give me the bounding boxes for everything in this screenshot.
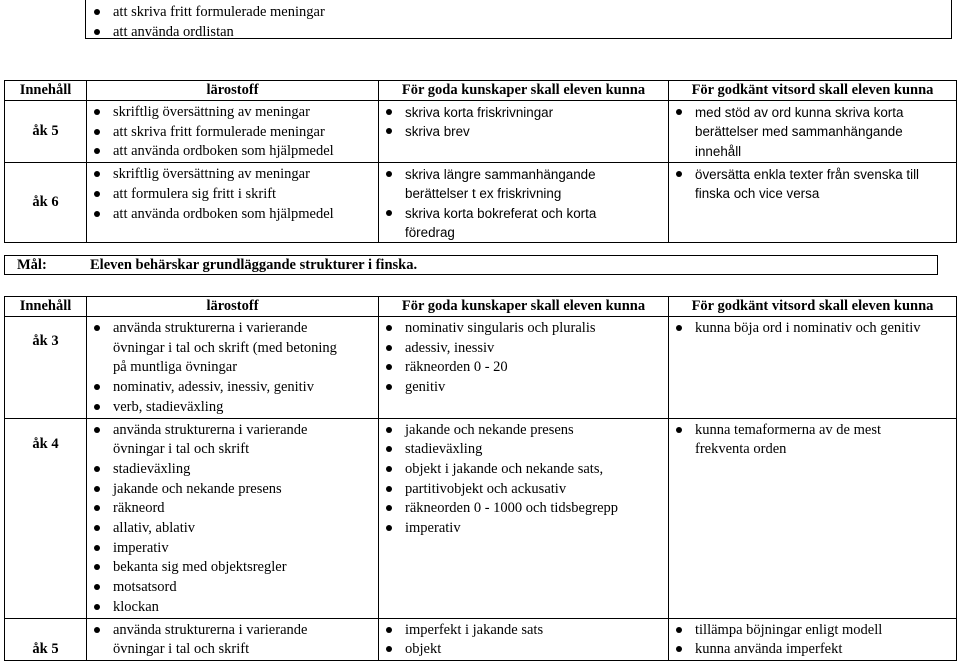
header-goda-kunskaper: För goda kunskaper skall eleven kunna [379,297,669,317]
table-header-row [5,297,957,317]
previous-table-fragment [85,0,952,39]
list-item: skriftlig översättning av meningar [87,103,378,123]
goda-cell [379,618,669,660]
grade-label: åk 4 [5,418,87,618]
list-item: räkneorden 0 - 1000 och tidsbegrepp [379,499,668,519]
goda-cell [379,101,669,163]
godkant-cell [669,618,957,660]
list-item: bekanta sig med objektsregler [87,558,342,578]
header-larostoff: lärostoff [87,81,379,101]
list-item: skriva brev [379,122,668,141]
list-item: imperativ [87,539,342,559]
list-item: nominativ, adessiv, inessiv, genitiv [87,378,342,398]
curriculum-table-structures [4,296,957,661]
list-item: kunna böja ord i nominativ och genitiv [669,319,956,339]
list-item: genitiv [379,378,668,398]
header-goda-kunskaper: För goda kunskaper skall eleven kunna [379,81,669,101]
list-item: kunna använda imperfekt [669,640,956,660]
list-item: översätta enkla texter från svenska till finska och vice versa [669,165,950,204]
godkant-cell [669,317,957,419]
godkant-cell [669,163,957,243]
godkant-cell [669,418,957,618]
larostoff-cell [87,317,379,419]
table-header-row [5,81,957,101]
list-item: partitivobjekt och ackusativ [379,480,668,500]
list-item: att skriva fritt formulerade meningar [87,3,951,23]
header-innehall: Innehåll [5,297,87,317]
header-godkant-vitsord: För godkänt vitsord skall eleven kunna [669,81,957,101]
larostoff-cell [87,618,379,660]
list-item: att använda ordboken som hjälpmedel [87,142,378,162]
header-larostoff: lärostoff [87,297,379,317]
list-item: imperativ [379,519,668,539]
list-item: skriva korta bokreferat och korta föredrag [379,204,608,243]
header-innehall: Innehåll [5,81,87,101]
list-item: objekt [379,640,668,660]
table-row [5,317,957,419]
list-item: använda strukturerna i varierande övningar i tal och skrift [87,621,342,660]
list-item: allativ, ablativ [87,519,342,539]
list-item: att använda ordlistan [87,23,951,43]
list-item: räkneord [87,499,342,519]
table-row [5,101,957,163]
list-item: klockan [87,598,342,618]
table-row [5,163,957,243]
list-item: kunna temaformerna av de mest frekventa orden [669,421,906,460]
list-item: stadieväxling [379,440,668,460]
list-item: motsatsord [87,578,342,598]
list-item: imperfekt i jakande sats [379,621,668,641]
list-item: adessiv, inessiv [379,339,668,359]
goda-cell [379,163,669,243]
curriculum-table-writing [4,80,957,243]
larostoff-cell [87,418,379,618]
grade-label: åk 5 [5,101,87,163]
list-item: att använda ordboken som hjälpmedel [87,205,378,225]
larostoff-cell [87,101,379,163]
list-item: tillämpa böjningar enligt modell [669,621,956,641]
list-item: jakande och nekande presens [379,421,668,441]
list-item: skriva längre sammanhängande berättelser t ex friskrivning [379,165,608,204]
goda-cell [379,418,669,618]
list-item: skriftlig översättning av meningar [87,165,378,185]
goda-cell [379,317,669,419]
goal-box [4,255,938,275]
larostoff-cell [87,163,379,243]
godkant-cell [669,101,957,163]
goal-label: Mål: [17,257,47,273]
header-godkant-vitsord: För godkänt vitsord skall eleven kunna [669,297,957,317]
fragment-list [86,0,951,42]
grade-label: åk 5 [5,618,87,660]
table-row [5,418,957,618]
list-item: med stöd av ord kunna skriva korta berättelser med sammanhängande innehåll [669,103,950,161]
list-item: använda strukturerna i varierande övningar i tal och skrift (med betoning på muntliga övningar [87,319,342,378]
list-item: jakande och nekande presens [87,480,342,500]
list-item: nominativ singularis och pluralis [379,319,668,339]
list-item: använda strukturerna i varierande övningar i tal och skrift [87,421,342,460]
list-item: att skriva fritt formulerade meningar [87,123,378,143]
grade-label: åk 3 [5,317,87,419]
list-item: skriva korta friskrivningar [379,103,668,122]
goal-text: Eleven behärskar grundläggande strukturer i finska. [90,257,418,273]
grade-label: åk 6 [5,163,87,243]
list-item: stadieväxling [87,460,342,480]
list-item: verb, stadieväxling [87,398,342,418]
table-row [5,618,957,660]
list-item: räkneorden 0 - 20 [379,358,668,378]
list-item: att formulera sig fritt i skrift [87,185,378,205]
list-item: objekt i jakande och nekande sats, [379,460,668,480]
